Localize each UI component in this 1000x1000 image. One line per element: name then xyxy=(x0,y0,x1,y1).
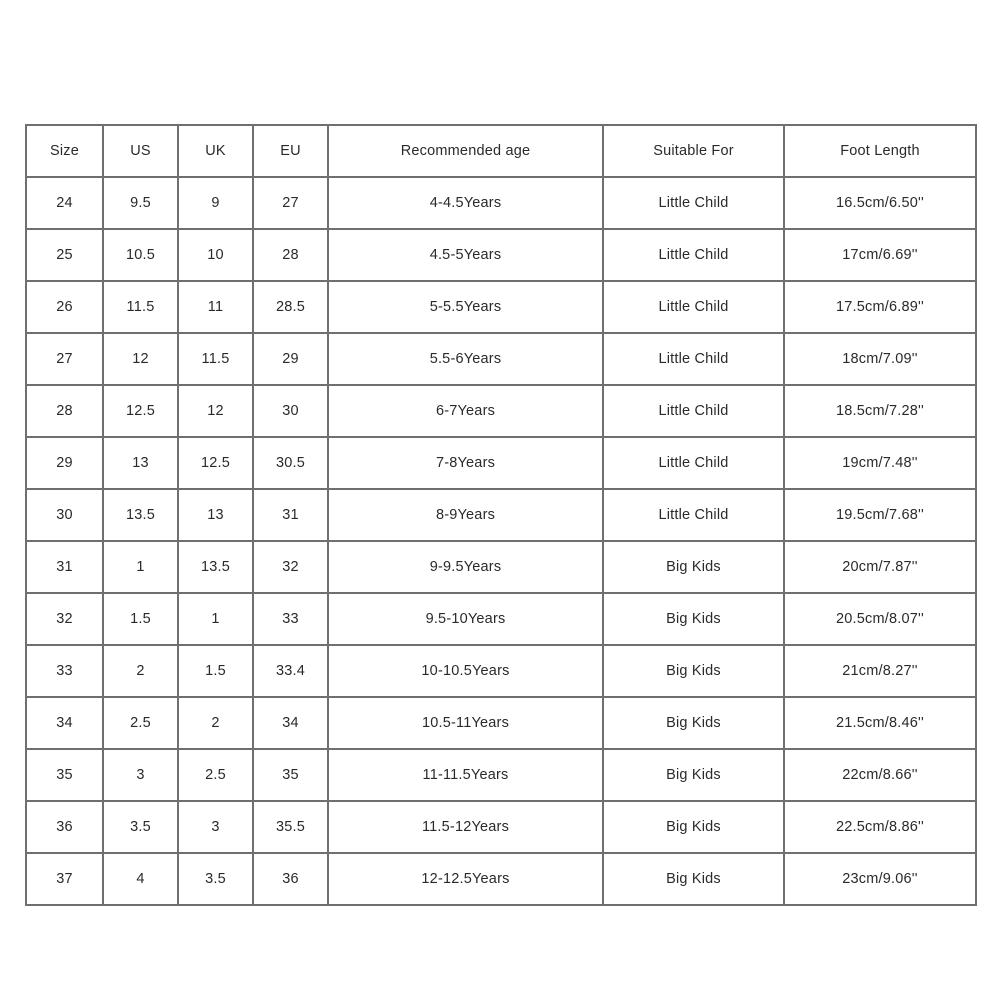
table-row xyxy=(26,697,976,749)
cell-suitable-for: Little Child xyxy=(603,489,784,541)
cell-foot-length: 23cm/9.06'' xyxy=(784,853,976,905)
cell-eu: 35 xyxy=(253,749,328,801)
cell-suitable-for: Big Kids xyxy=(603,697,784,749)
table-row xyxy=(26,645,976,697)
header-suitable-for: Suitable For xyxy=(603,125,784,177)
table-row xyxy=(26,853,976,905)
cell-eu: 28.5 xyxy=(253,281,328,333)
cell-recommended-age: 5-5.5Years xyxy=(328,281,603,333)
header-row xyxy=(26,125,976,177)
cell-suitable-for: Big Kids xyxy=(603,645,784,697)
cell-foot-length: 19cm/7.48'' xyxy=(784,437,976,489)
cell-uk: 12 xyxy=(178,385,253,437)
cell-eu: 35.5 xyxy=(253,801,328,853)
cell-foot-length: 16.5cm/6.50'' xyxy=(784,177,976,229)
cell-us: 12.5 xyxy=(103,385,178,437)
cell-size: 37 xyxy=(26,853,103,905)
cell-us: 2.5 xyxy=(103,697,178,749)
cell-recommended-age: 8-9Years xyxy=(328,489,603,541)
cell-size: 27 xyxy=(26,333,103,385)
cell-foot-length: 18cm/7.09'' xyxy=(784,333,976,385)
header-us: US xyxy=(103,125,178,177)
cell-size: 28 xyxy=(26,385,103,437)
cell-size: 34 xyxy=(26,697,103,749)
cell-us: 9.5 xyxy=(103,177,178,229)
table-row xyxy=(26,281,976,333)
cell-size: 25 xyxy=(26,229,103,281)
cell-foot-length: 22cm/8.66'' xyxy=(784,749,976,801)
cell-eu: 31 xyxy=(253,489,328,541)
cell-recommended-age: 12-12.5Years xyxy=(328,853,603,905)
cell-uk: 12.5 xyxy=(178,437,253,489)
cell-us: 1.5 xyxy=(103,593,178,645)
cell-foot-length: 20.5cm/8.07'' xyxy=(784,593,976,645)
cell-us: 3.5 xyxy=(103,801,178,853)
table-row xyxy=(26,333,976,385)
cell-suitable-for: Little Child xyxy=(603,437,784,489)
cell-us: 10.5 xyxy=(103,229,178,281)
cell-foot-length: 18.5cm/7.28'' xyxy=(784,385,976,437)
cell-suitable-for: Big Kids xyxy=(603,593,784,645)
cell-recommended-age: 4.5-5Years xyxy=(328,229,603,281)
table-row xyxy=(26,437,976,489)
cell-us: 1 xyxy=(103,541,178,593)
cell-size: 24 xyxy=(26,177,103,229)
cell-eu: 28 xyxy=(253,229,328,281)
cell-uk: 2 xyxy=(178,697,253,749)
cell-recommended-age: 7-8Years xyxy=(328,437,603,489)
cell-foot-length: 17cm/6.69'' xyxy=(784,229,976,281)
cell-recommended-age: 9.5-10Years xyxy=(328,593,603,645)
cell-us: 2 xyxy=(103,645,178,697)
header-uk: UK xyxy=(178,125,253,177)
cell-uk: 13 xyxy=(178,489,253,541)
table-row xyxy=(26,177,976,229)
cell-uk: 1.5 xyxy=(178,645,253,697)
table-row xyxy=(26,385,976,437)
cell-recommended-age: 5.5-6Years xyxy=(328,333,603,385)
header-foot-length: Foot Length xyxy=(784,125,976,177)
cell-suitable-for: Little Child xyxy=(603,281,784,333)
cell-eu: 30 xyxy=(253,385,328,437)
cell-suitable-for: Little Child xyxy=(603,177,784,229)
cell-us: 12 xyxy=(103,333,178,385)
cell-eu: 32 xyxy=(253,541,328,593)
cell-uk: 1 xyxy=(178,593,253,645)
cell-suitable-for: Little Child xyxy=(603,385,784,437)
cell-foot-length: 21cm/8.27'' xyxy=(784,645,976,697)
cell-size: 30 xyxy=(26,489,103,541)
table-body xyxy=(26,177,976,905)
cell-us: 3 xyxy=(103,749,178,801)
cell-recommended-age: 11.5-12Years xyxy=(328,801,603,853)
header-recommended-age: Recommended age xyxy=(328,125,603,177)
cell-size: 31 xyxy=(26,541,103,593)
cell-recommended-age: 11-11.5Years xyxy=(328,749,603,801)
header-size: Size xyxy=(26,125,103,177)
cell-eu: 36 xyxy=(253,853,328,905)
cell-eu: 34 xyxy=(253,697,328,749)
cell-foot-length: 19.5cm/7.68'' xyxy=(784,489,976,541)
cell-foot-length: 21.5cm/8.46'' xyxy=(784,697,976,749)
cell-us: 13.5 xyxy=(103,489,178,541)
cell-uk: 11 xyxy=(178,281,253,333)
table-row xyxy=(26,749,976,801)
cell-suitable-for: Little Child xyxy=(603,229,784,281)
cell-us: 4 xyxy=(103,853,178,905)
cell-eu: 29 xyxy=(253,333,328,385)
cell-recommended-age: 6-7Years xyxy=(328,385,603,437)
cell-recommended-age: 10.5-11Years xyxy=(328,697,603,749)
cell-suitable-for: Little Child xyxy=(603,333,784,385)
cell-suitable-for: Big Kids xyxy=(603,801,784,853)
cell-recommended-age: 4-4.5Years xyxy=(328,177,603,229)
cell-uk: 9 xyxy=(178,177,253,229)
cell-us: 11.5 xyxy=(103,281,178,333)
cell-size: 33 xyxy=(26,645,103,697)
cell-eu: 27 xyxy=(253,177,328,229)
cell-suitable-for: Big Kids xyxy=(603,749,784,801)
cell-uk: 11.5 xyxy=(178,333,253,385)
table-row xyxy=(26,229,976,281)
cell-suitable-for: Big Kids xyxy=(603,853,784,905)
cell-size: 29 xyxy=(26,437,103,489)
cell-size: 26 xyxy=(26,281,103,333)
cell-size: 36 xyxy=(26,801,103,853)
cell-eu: 30.5 xyxy=(253,437,328,489)
cell-uk: 3.5 xyxy=(178,853,253,905)
cell-eu: 33.4 xyxy=(253,645,328,697)
table-row xyxy=(26,541,976,593)
cell-size: 35 xyxy=(26,749,103,801)
table-row xyxy=(26,593,976,645)
table-row xyxy=(26,801,976,853)
cell-suitable-for: Big Kids xyxy=(603,541,784,593)
cell-foot-length: 20cm/7.87'' xyxy=(784,541,976,593)
header-eu: EU xyxy=(253,125,328,177)
cell-us: 13 xyxy=(103,437,178,489)
table-row xyxy=(26,489,976,541)
cell-uk: 2.5 xyxy=(178,749,253,801)
cell-uk: 3 xyxy=(178,801,253,853)
cell-foot-length: 22.5cm/8.86'' xyxy=(784,801,976,853)
cell-recommended-age: 10-10.5Years xyxy=(328,645,603,697)
cell-size: 32 xyxy=(26,593,103,645)
cell-foot-length: 17.5cm/6.89'' xyxy=(784,281,976,333)
cell-uk: 13.5 xyxy=(178,541,253,593)
cell-uk: 10 xyxy=(178,229,253,281)
cell-recommended-age: 9-9.5Years xyxy=(328,541,603,593)
cell-eu: 33 xyxy=(253,593,328,645)
size-chart-table xyxy=(25,124,977,906)
